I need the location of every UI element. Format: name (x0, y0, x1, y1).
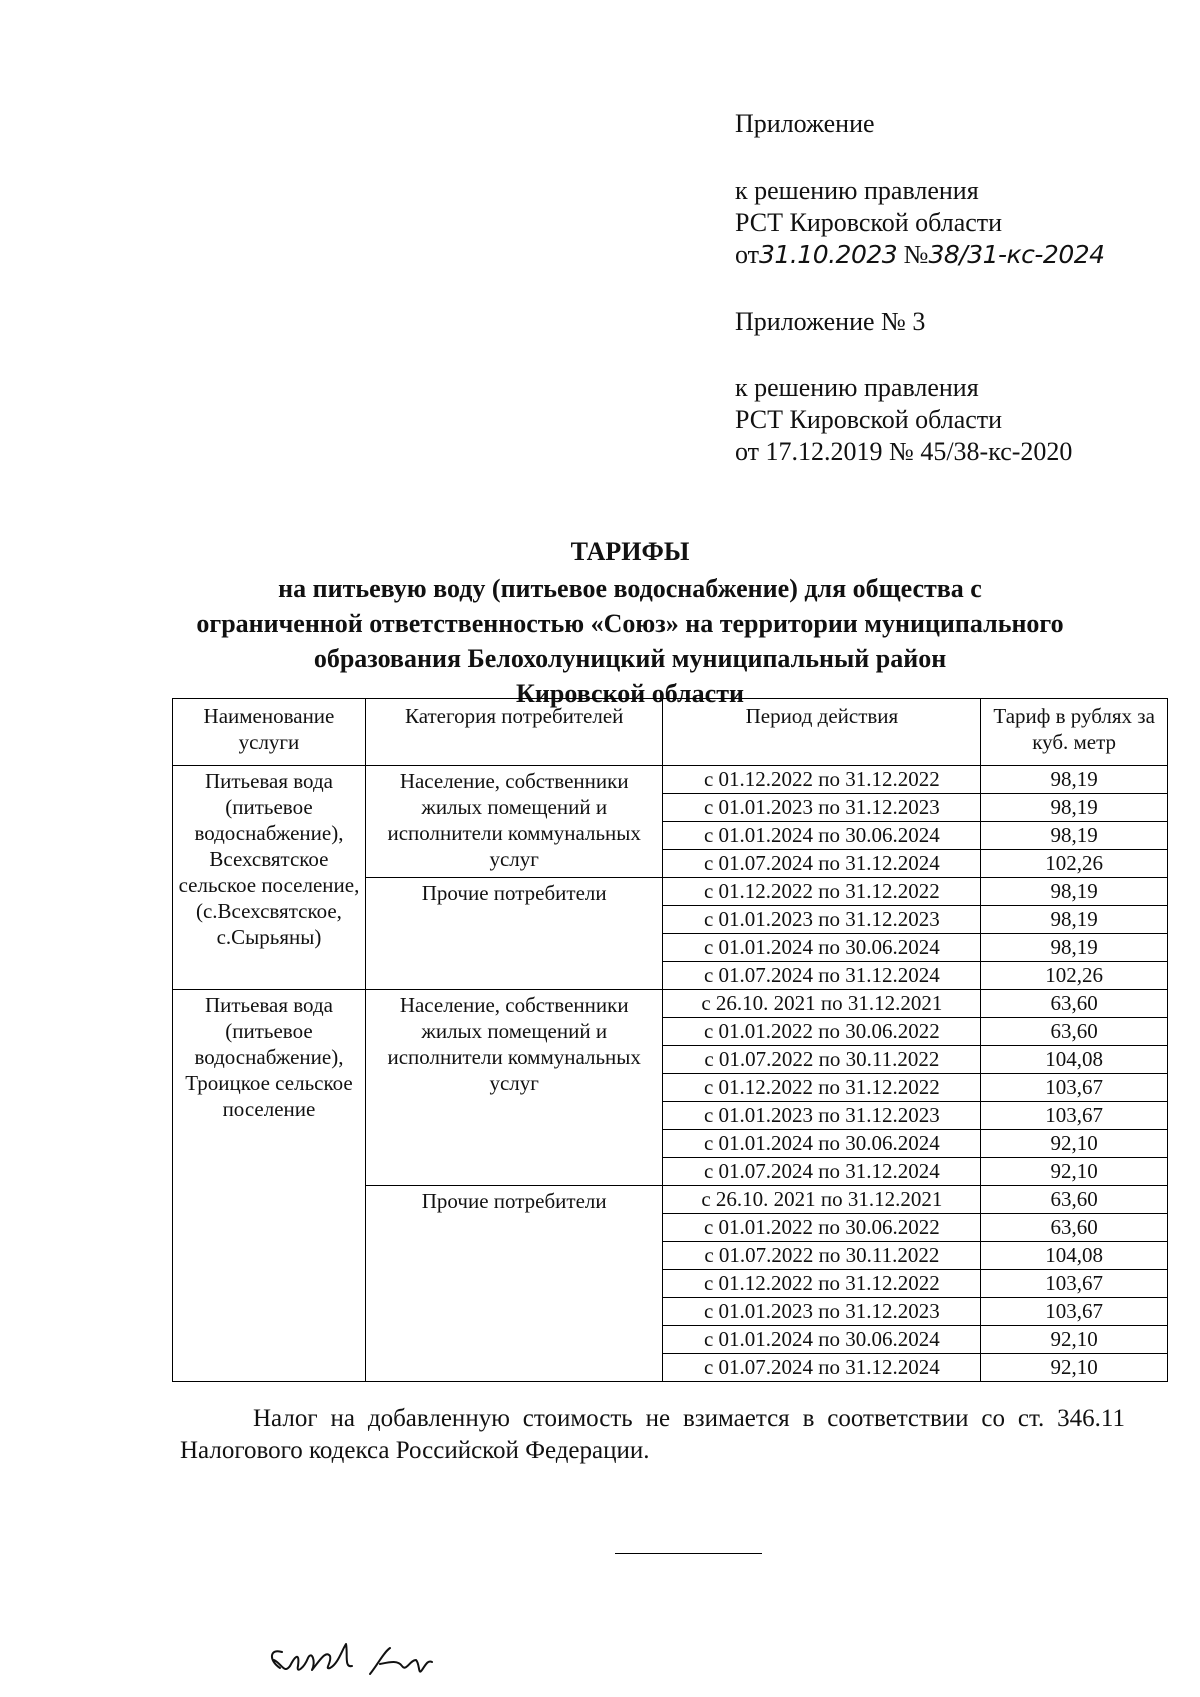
original-decision-reference (735, 372, 1072, 468)
period-cell: с 01.01.2022 по 30.06.2022 (663, 1214, 981, 1242)
tariffs-table (172, 698, 1168, 1382)
handwritten-decision-number: 38/31-кс-2024 (928, 240, 1105, 269)
period-cell: с 01.12.2022 по 31.12.2022 (663, 1074, 981, 1102)
decision-line-2: РСТ Кировской области (735, 208, 1003, 237)
period-cell: с 01.01.2024 по 30.06.2024 (663, 934, 981, 962)
period-cell: с 01.12.2022 по 31.12.2022 (663, 878, 981, 906)
period-cell: с 26.10. 2021 по 31.12.2021 (663, 990, 981, 1018)
table-row (173, 990, 1168, 1018)
orig-line-3: от 17.12.2019 № 45/38-кс-2020 (735, 437, 1073, 466)
period-cell: с 26.10. 2021 по 31.12.2021 (663, 1186, 981, 1214)
period-cell: с 01.07.2022 по 30.11.2022 (663, 1046, 981, 1074)
tariff-cell: 92,10 (981, 1158, 1168, 1186)
tariff-cell: 102,26 (981, 962, 1168, 990)
tariff-cell: 92,10 (981, 1354, 1168, 1382)
header-tariff: Тариф в рублях за куб. метр (981, 699, 1168, 766)
period-cell: с 01.01.2024 по 30.06.2024 (663, 822, 981, 850)
period-cell: с 01.01.2022 по 30.06.2022 (663, 1018, 981, 1046)
tariff-cell: 103,67 (981, 1298, 1168, 1326)
tariff-cell: 103,67 (981, 1102, 1168, 1130)
subtitle-line-1: на питьевую воду (питьевое водоснабжение) для общества с (278, 574, 982, 603)
vat-note: Налог на добавленную стоимость не взимается в соответствии со ст. 346.11 Налогового кодекса Российской Федерации. (180, 1405, 1125, 1464)
period-cell: с 01.12.2022 по 31.12.2022 (663, 1270, 981, 1298)
tariff-cell: 98,19 (981, 934, 1168, 962)
subtitle-line-3: образования Белохолуницкий муниципальный район (313, 644, 947, 673)
period-cell: с 01.07.2022 по 30.11.2022 (663, 1242, 981, 1270)
decision-line-1: к решению правления (735, 176, 979, 205)
tariff-cell: 63,60 (981, 1018, 1168, 1046)
handwritten-decision-date: 31.10.2023 (759, 240, 898, 269)
appendix-3-heading (735, 306, 925, 338)
appendix-3-label: Приложение № 3 (735, 307, 926, 336)
tariff-cell: 103,67 (981, 1074, 1168, 1102)
period-cell: с 01.07.2024 по 31.12.2024 (663, 1354, 981, 1382)
consumer-category-cell: Прочие потребители (365, 1186, 663, 1382)
period-cell: с 01.07.2024 по 31.12.2024 (663, 850, 981, 878)
decision-reference (735, 175, 1105, 271)
table-row (173, 766, 1168, 794)
period-cell: с 01.01.2024 по 30.06.2024 (663, 1326, 981, 1354)
period-cell: с 01.01.2023 по 31.12.2023 (663, 794, 981, 822)
consumer-category-cell: Прочие потребители (365, 878, 663, 990)
tariff-cell: 98,19 (981, 766, 1168, 794)
tariff-cell: 63,60 (981, 990, 1168, 1018)
decision-from-prefix: от (735, 240, 760, 269)
period-cell: с 01.01.2023 по 31.12.2023 (663, 1298, 981, 1326)
table-body (173, 766, 1168, 1382)
period-cell: с 01.01.2024 по 30.06.2024 (663, 1130, 981, 1158)
tariff-cell: 63,60 (981, 1186, 1168, 1214)
handwritten-signature (260, 1630, 460, 1690)
period-cell: с 01.01.2023 по 31.12.2023 (663, 1102, 981, 1130)
subtitle-line-4: Кировской области (516, 679, 744, 708)
period-cell: с 01.12.2022 по 31.12.2022 (663, 766, 981, 794)
tariff-cell: 98,19 (981, 794, 1168, 822)
appendix-heading (735, 108, 875, 140)
service-name-cell: Питьевая вода (питьевое водоснабжение), Всехсвятское сельское поселение, (с.Всехсвятское, с.Сырьяны) (173, 766, 366, 990)
tariff-cell: 104,08 (981, 1046, 1168, 1074)
tariff-cell: 103,67 (981, 1270, 1168, 1298)
table-header-row (173, 699, 1168, 766)
header-service: Наименование услуги (173, 699, 366, 766)
decision-line-3 (735, 239, 1105, 271)
period-cell: с 01.07.2024 по 31.12.2024 (663, 1158, 981, 1186)
orig-line-2: РСТ Кировской области (735, 405, 1003, 434)
divider-line (615, 1553, 762, 1554)
period-cell: с 01.07.2024 по 31.12.2024 (663, 962, 981, 990)
subtitle-line-2: ограниченной ответственностью «Союз» на территории муниципального (196, 609, 1064, 638)
service-name-cell: Питьевая вода (питьевое водоснабжение), Троицкое сельское поселение (173, 990, 366, 1382)
period-cell: с 01.01.2023 по 31.12.2023 (663, 906, 981, 934)
tariff-cell: 92,10 (981, 1326, 1168, 1354)
tariff-cell: 102,26 (981, 850, 1168, 878)
tariff-cell: 98,19 (981, 822, 1168, 850)
tariff-cell: 104,08 (981, 1242, 1168, 1270)
orig-line-1: к решению правления (735, 373, 979, 402)
document-subtitle (130, 571, 1130, 711)
header-period: Период действия (663, 699, 981, 766)
consumer-category-cell: Население, собственники жилых помещений и исполнители коммунальных услуг (365, 766, 663, 878)
tariff-cell: 63,60 (981, 1214, 1168, 1242)
tariff-cell: 98,19 (981, 906, 1168, 934)
header-category: Категория потребителей (365, 699, 663, 766)
tariff-cell: 98,19 (981, 878, 1168, 906)
consumer-category-cell: Население, собственники жилых помещений и исполнители коммунальных услуг (365, 990, 663, 1186)
decision-number-sign: № (903, 240, 929, 269)
appendix-label: Приложение (735, 109, 875, 138)
document-title: ТАРИФЫ (570, 537, 690, 566)
tariff-cell: 92,10 (981, 1130, 1168, 1158)
